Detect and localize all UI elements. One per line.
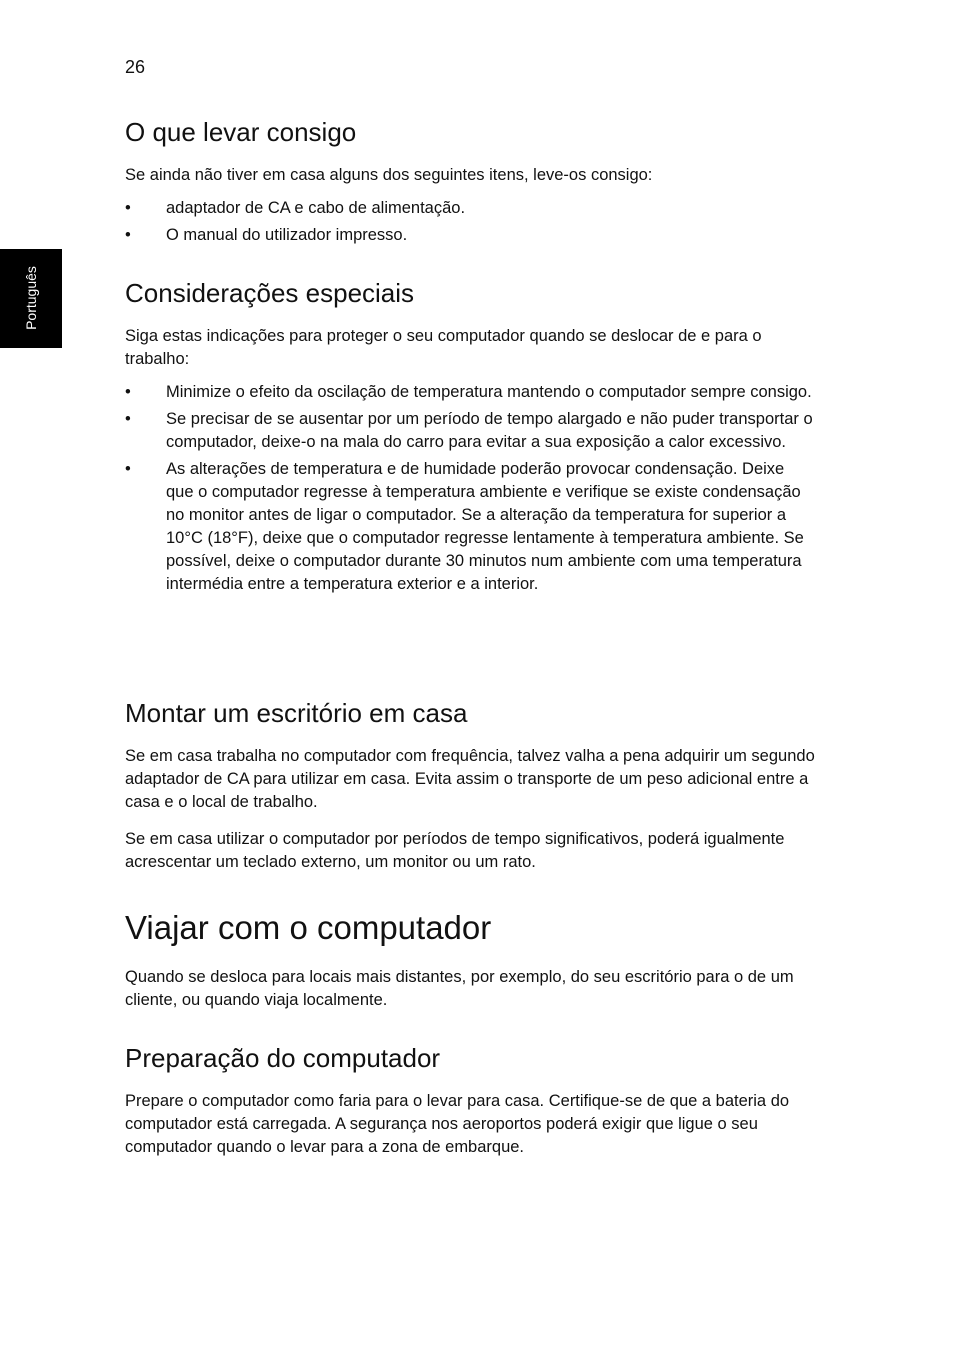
bullet-icon: • — [125, 383, 131, 401]
bullets-o-que-levar — [125, 197, 815, 251]
intro-consideracoes: Siga estas indicações para proteger o seu computador quando se deslocar de e para o trabalho: — [125, 327, 762, 368]
bullet-icon: • — [125, 410, 131, 428]
list-item — [125, 408, 815, 454]
language-side-tab — [0, 249, 62, 348]
heading-consideracoes: Considerações especiais — [125, 278, 415, 308]
heading-viajar: Viajar com o computador — [125, 909, 492, 946]
list-item-text: As alterações de temperatura e de humidade poderão provocar condensação. Deixe que o computador regresse à temperatura ambiente e verifique se existe condensação no monitor antes de ligar o computador. Se a alteração da temperatura for superior a 10°C (18°F), deixe que o computador regresse lentamente à temperatura ambiente. Se possível, deixe o computador durante 30 minutos num ambiente com uma temperatura intermédia entre a temperatura exterior e a interior. — [166, 460, 804, 593]
list-item — [125, 197, 815, 220]
heading-o-que-levar: O que levar consigo — [125, 117, 357, 147]
list-item — [125, 381, 815, 404]
para-escritorio-2: Se em casa utilizar o computador por períodos de tempo significativos, poderá igualmente acrescentar um teclado externo, um monitor ou um rato. — [125, 830, 785, 871]
list-item — [125, 458, 815, 596]
page-number: 26 — [125, 57, 146, 77]
bullet-icon: • — [125, 199, 131, 217]
list-item-text: adaptador de CA e cabo de alimentação. — [166, 199, 466, 217]
heading-preparacao: Preparação do computador — [125, 1043, 441, 1073]
bullets-consideracoes — [125, 381, 815, 600]
bullet-icon: • — [125, 226, 131, 244]
heading-escritorio: Montar um escritório em casa — [125, 698, 468, 728]
para-preparacao: Prepare o computador como faria para o levar para casa. Certifique-se de que a bateria do computador está carregada. A segurança nos aeroportos poderá exigir que ligue o seu computador quando o levar para a zona de embarque. — [125, 1092, 790, 1156]
list-item — [125, 224, 815, 247]
language-tab-label: Português — [23, 266, 39, 330]
para-escritorio-1: Se em casa trabalha no computador com frequência, talvez valha a pena adquirir um segundo adaptador de CA para utilizar em casa. Evita assim o transporte de um peso adicional entre a casa e o local de trabalho. — [125, 747, 815, 811]
list-item-text: O manual do utilizador impresso. — [166, 226, 408, 244]
intro-viajar: Quando se desloca para locais mais distantes, por exemplo, do seu escritório para o de um cliente, ou quando viaja localmente. — [125, 968, 794, 1009]
list-item-text: Minimize o efeito da oscilação de temperatura mantendo o computador sempre consigo. — [166, 383, 812, 401]
intro-o-que-levar: Se ainda não tiver em casa alguns dos seguintes itens, leve-os consigo: — [125, 166, 653, 184]
bullet-icon: • — [125, 460, 131, 478]
list-item-text: Se precisar de se ausentar por um período de tempo alargado e não puder transportar o computador, deixe-o na mala do carro para evitar a sua exposição a calor excessivo. — [166, 410, 813, 451]
